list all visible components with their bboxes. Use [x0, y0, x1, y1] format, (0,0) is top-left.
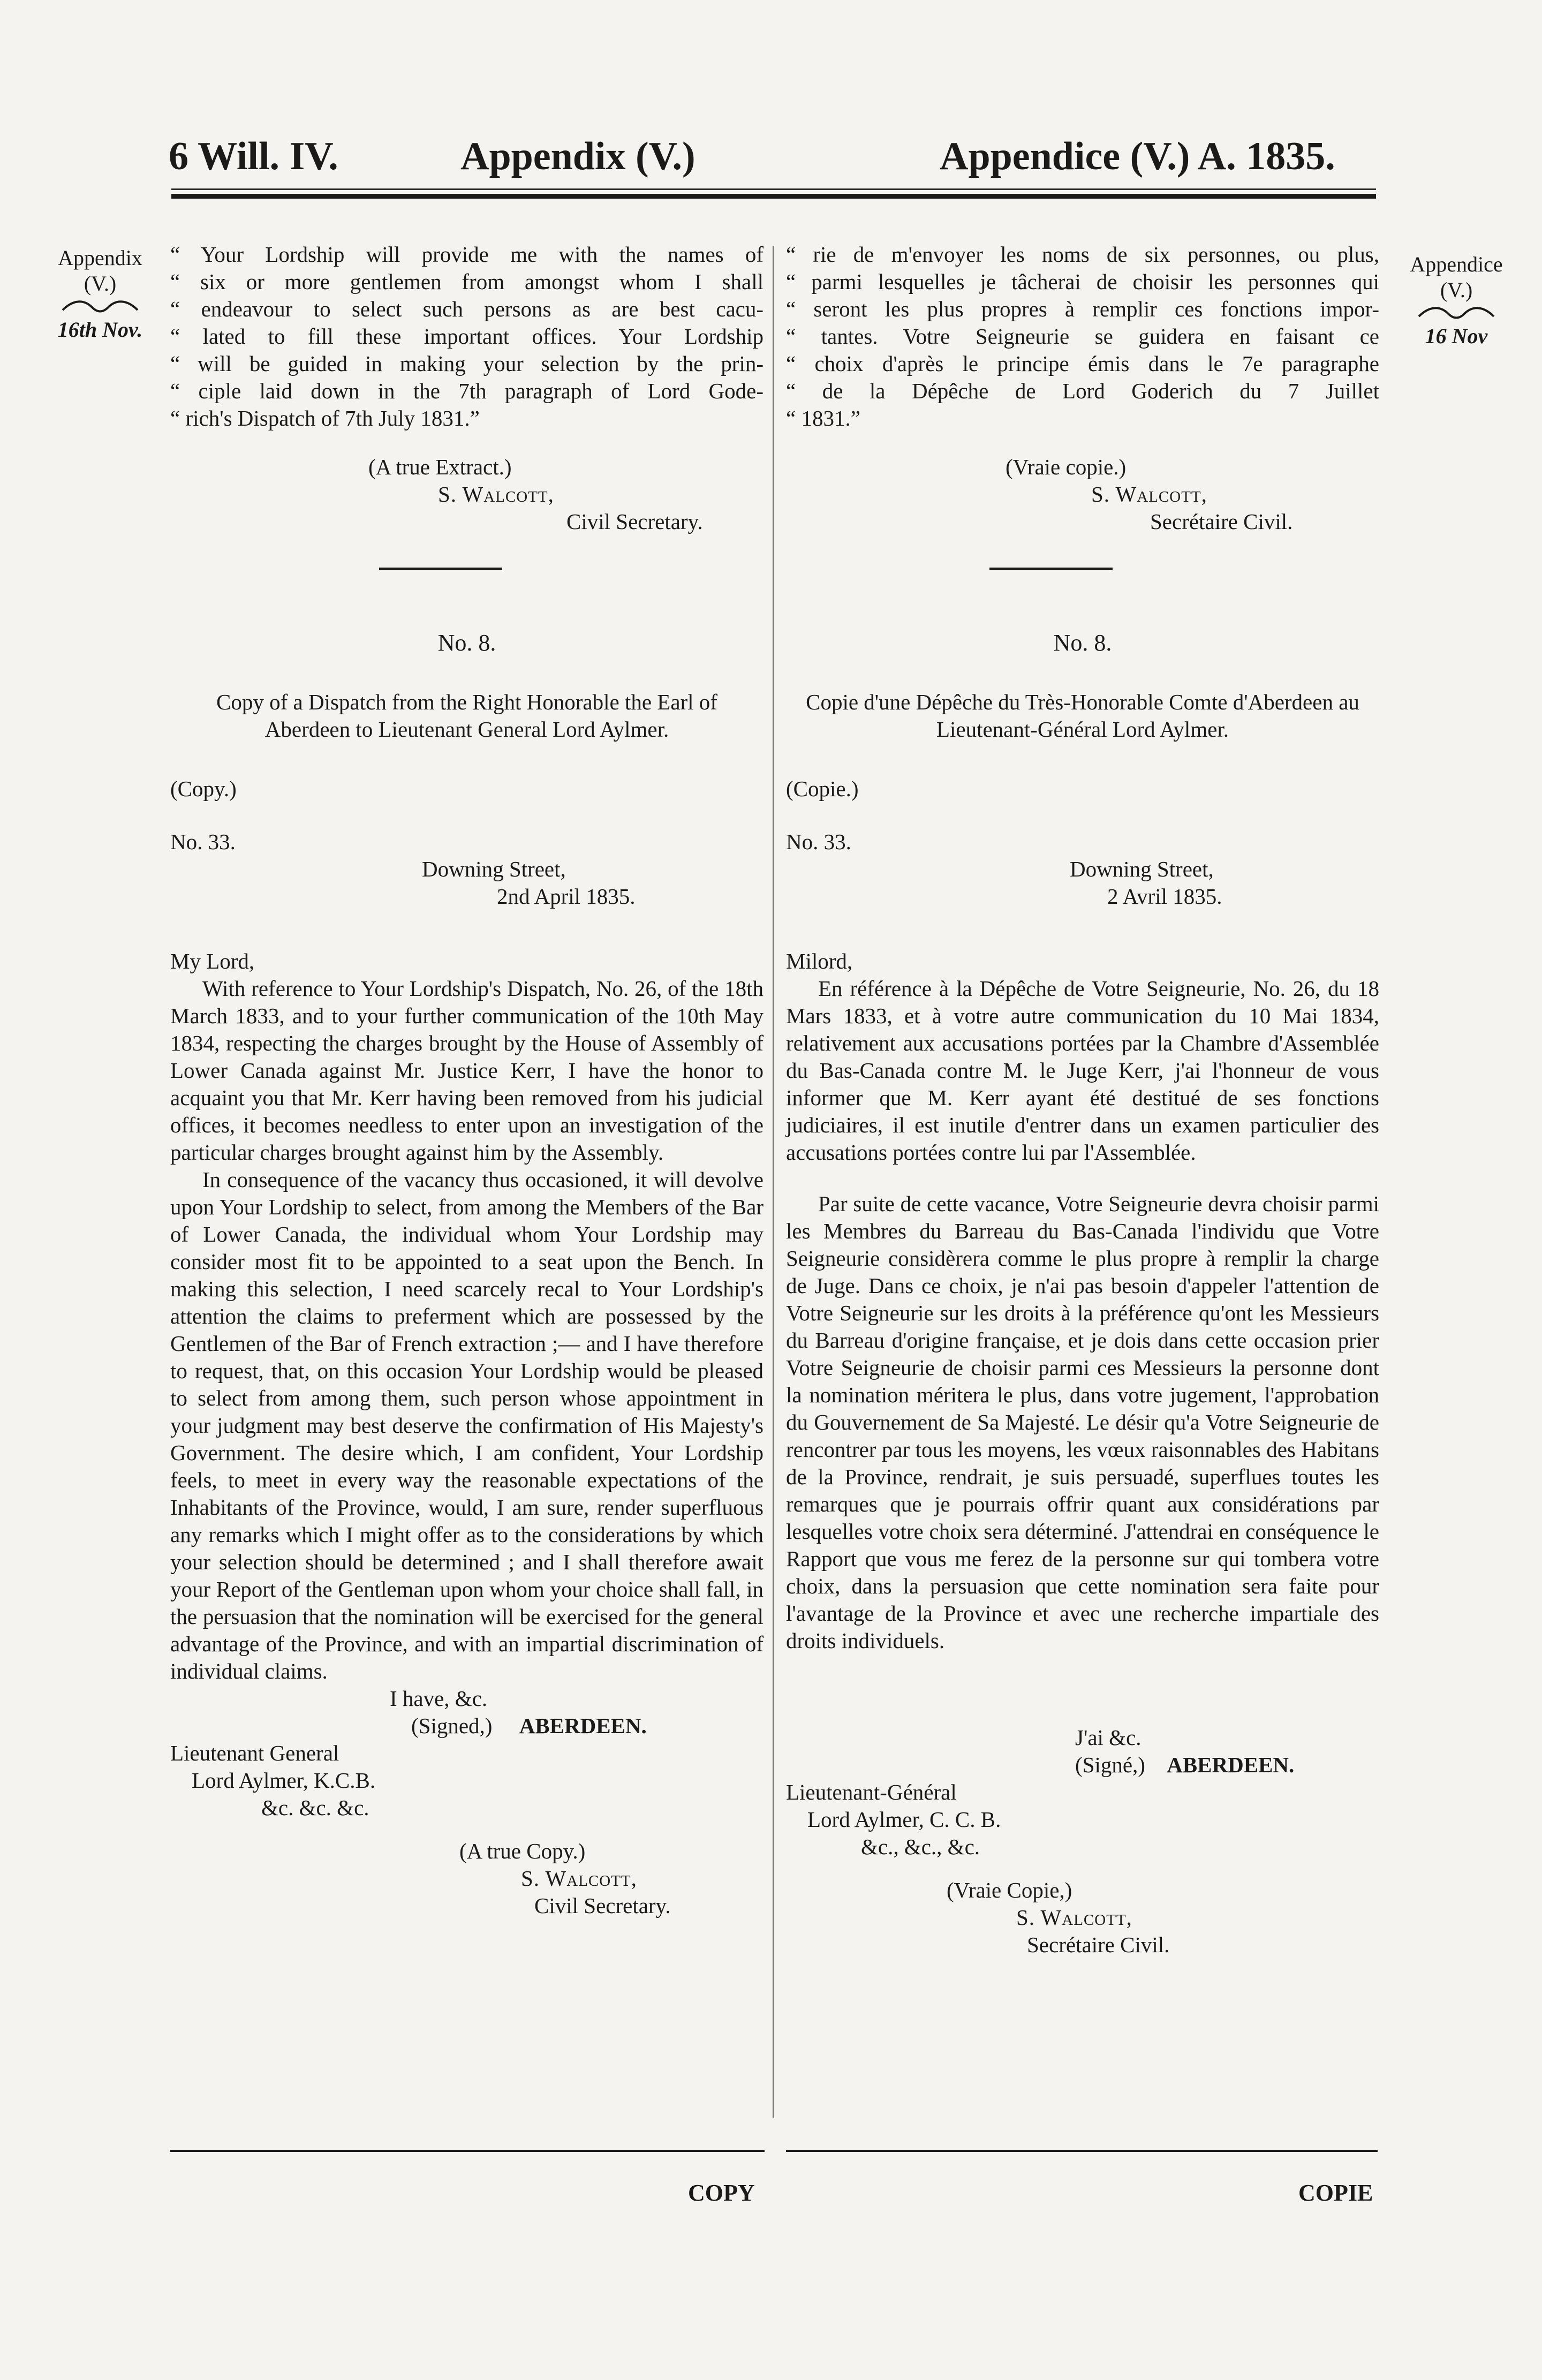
extract-label: (A true Extract.)	[368, 455, 512, 479]
header-appendix-fr: Appendice (V.) A. 1835.	[940, 134, 1335, 178]
margin-note-sub: (V.)	[1440, 278, 1473, 302]
english-column	[170, 241, 764, 1920]
copy-label: (Copie.)	[786, 776, 859, 801]
extract-label: (Vraie copie.)	[1006, 455, 1127, 479]
column-divider	[773, 246, 774, 2118]
recipient-line: Lord Aylmer, K.C.B.	[192, 1768, 376, 1793]
recipient-block	[170, 1740, 764, 1822]
signer-title: Civil Secretary.	[566, 509, 703, 534]
signer-name: S. Walcott,	[438, 482, 554, 507]
quote-line: “ Your Lordship will provide me with the names of	[170, 242, 764, 267]
dispatch-date: 2nd April 1835.	[497, 884, 636, 909]
margin-note-date: 16th Nov.	[57, 318, 143, 342]
signer-name: S. Walcott,	[1016, 1905, 1132, 1930]
signer-name: S. Walcott,	[521, 1866, 637, 1891]
quote-line: “ seront les plus propres à remplir ces fonctions impor-	[786, 297, 1379, 321]
recipient-line: Lord Aylmer, C. C. B.	[807, 1807, 1001, 1832]
signature: ABERDEEN.	[1167, 1752, 1295, 1777]
quote-line: “ rich's Dispatch of 7th July 1831.”	[170, 406, 480, 430]
signer-title: Civil Secretary.	[534, 1893, 671, 1918]
squiggle-icon	[1400, 303, 1513, 323]
quote-line: “ rie de m'envoyer les noms de six personnes, ou plus,	[786, 242, 1379, 267]
salutation: My Lord,	[170, 949, 255, 973]
header-rule-thick	[171, 194, 1376, 199]
extract-attestation	[786, 454, 1379, 535]
catchword-en: COPY	[688, 2180, 755, 2206]
recipient-block	[786, 1779, 1379, 1861]
squiggle-icon	[44, 297, 156, 317]
copy-attestation	[786, 1877, 1379, 1959]
quote-line: “ parmi lesquelles je tâcherai de choisir les personnes qui	[786, 269, 1379, 294]
margin-note-date: 16 Nov	[1425, 324, 1488, 348]
body-paragraph: Par suite de cette vacance, Votre Seigneurie devra choisir parmi les Membres du Barreau du Bas-Canada l'individu que Votre Seigneurie considèrera comme le plus propre à remplir la charge de Juge. Dans ce choix, je n'ai pas besoin d'appeler l'attention de Votre Seigneurie sur les droits à la préférence qu'ont les Messieurs du Barreau d'origine française, et je dois dans cette occasion prier Votre Seigneurie de choisir parmi ces Messieurs la personne dont la nomination méritera le plus, dans votre jugement, l'approbation du Gouvernement de Sa Majesté. Le désir qu'a Votre Seigneurie de rencontrer par tous les moyens, les vœux raisonnables des Habitans de la Province, rendrait, je suis persuadé, superflues toutes les remarques que je pourrais offrir quant aux considérations par lesquelles votre choix sera déterminé. J'attendrai en conséquence le Rapport que vous me ferez de la personne sur qui tombera votre choix, dans la persuasion que cette nomination sera faite pour l'avantage de la Province et avec une recherche impartiale des droits individuels.	[786, 1191, 1379, 1653]
quote-line: “ ciple laid down in the 7th paragraph of Lord Gode-	[170, 379, 764, 403]
bottom-rule-right	[786, 2150, 1378, 2152]
margin-note-left	[44, 245, 156, 343]
header-appendix-en: Appendix (V.)	[460, 134, 696, 178]
dispatch-address: Downing Street,	[1070, 857, 1214, 881]
signed-label: (Signed,)	[411, 1713, 493, 1738]
header-rule-thin	[171, 188, 1376, 190]
copy-true-label: (Vraie Copie,)	[947, 1878, 1072, 1902]
recipient-line: Lieutenant-Général	[786, 1780, 957, 1804]
recipient-line: Lieutenant General	[170, 1741, 339, 1765]
closing: J'ai &c.	[1075, 1725, 1142, 1750]
signer-title: Secrétaire Civil.	[1150, 509, 1293, 534]
quote-line: “ de la Dépêche de Lord Goderich du 7 Juillet	[786, 379, 1379, 403]
dispatch-address: Downing Street,	[422, 857, 566, 881]
quote-line: “ six or more gentlemen from amongst whom I shall	[170, 269, 764, 294]
extract-attestation	[170, 454, 764, 535]
quote-line: “ lated to fill these important offices. Your Lordship	[170, 324, 764, 349]
catchword-fr: COPIE	[1298, 2180, 1373, 2206]
signature: ABERDEEN.	[519, 1713, 647, 1738]
dispatch-title: Copie d'une Dépêche du Très-Honorable Comte d'Aberdeen au Lieutenant-Général Lord Aylmer.	[806, 690, 1359, 742]
margin-note-right	[1400, 252, 1513, 349]
body-paragraph: With reference to Your Lordship's Dispatch, No. 26, of the 18th March 1833, and to your further communication of the 10th May 1834, respecting the charges brought by the House of Assembly of Lower Canada against Mr. Justice Kerr, I have the honor to acquaint you that Mr. Kerr having been removed from his judicial offices, it becomes needless to enter upon an investigation of the particular charges brought against him by the Assembly.	[170, 976, 764, 1165]
dispatch-title: Copy of a Dispatch from the Right Honorable the Earl of Aberdeen to Lieutenant General Lord Aylmer.	[216, 690, 717, 742]
recipient-line: &c., &c., &c.	[861, 1834, 980, 1859]
signer-title: Secrétaire Civil.	[1027, 1932, 1170, 1957]
closing: I have, &c.	[390, 1686, 488, 1711]
header-regnal-year: 6 Will. IV.	[169, 134, 338, 178]
signer-name: S. Walcott,	[1091, 482, 1207, 507]
dispatch-number: No. 8.	[1053, 630, 1112, 656]
signature-line	[170, 1712, 764, 1740]
quote-line: “ choix d'après le principe émis dans le 7e paragraphe	[786, 351, 1379, 376]
dispatch-no: No. 33.	[170, 829, 236, 854]
quote-line: “ 1831.”	[786, 406, 860, 430]
dispatch-number: No. 8.	[437, 630, 496, 656]
quote-block	[786, 241, 1379, 432]
dispatch-no: No. 33.	[786, 829, 851, 854]
french-column	[786, 241, 1379, 1959]
quote-line: “ endeavour to select such persons as are best cacu-	[170, 297, 764, 321]
copy-label: (Copy.)	[170, 776, 237, 801]
margin-note-sub: (V.)	[84, 271, 117, 296]
body-paragraph: In consequence of the vacancy thus occasioned, it will devolve upon Your Lordship to select, from among the Members of the Bar of Lower Canada, the individual whom Your Lordship may consider most fit to be appointed to a seat upon the Bench. In making this selection, I need scarcely recal to Your Lordship's attention the claims to preferment which are possessed by the Gentlemen of the Bar of French extraction ;— and I have therefore to request, that, on this occasion Your Lordship would be pleased to select from among them, such person whose appointment in your judgment may best deserve the confirmation of His Majesty's Government. The desire which, I am confident, Your Lordship feels, to meet in every way the reasonable expectations of the Inhabitants of the Province, would, I am sure, render superfluous any remarks which I might offer as to the considerations by which your selection should be determined ; and I shall therefore await your Report of the Gentleman upon whom your choice shall fall, in the persuasion that the nomination will be exercised for the general advantage of the Province, and with an impartial discrimination of individual claims.	[170, 1167, 764, 1683]
salutation: Milord,	[786, 949, 853, 973]
dispatch-date: 2 Avril 1835.	[1107, 884, 1222, 909]
signature-line	[786, 1751, 1379, 1779]
quote-line: “ tantes. Votre Seigneurie se guidera en faisant ce	[786, 324, 1379, 349]
signed-label: (Signé,)	[1075, 1752, 1145, 1777]
bottom-rule-left	[170, 2150, 765, 2152]
body-paragraph: En référence à la Dépêche de Votre Seigneurie, No. 26, du 18 Mars 1833, et à votre autre communication du 10 Mai 1834, relativement aux accusations portées par la Chambre d'Assemblée du Bas-Canada contre M. le Juge Kerr, j'ai l'honneur de vous informer que M. Kerr ayant été destitué de ses fonctions judiciaires, il est inutile d'entrer dans un examen particulier des accusations portées contre lui par l'Assemblée.	[786, 976, 1379, 1165]
quote-block	[170, 241, 764, 432]
quote-line: “ will be guided in making your selection by the prin-	[170, 351, 764, 376]
margin-note-title: Appendix	[58, 246, 142, 270]
recipient-line: &c. &c. &c.	[261, 1795, 369, 1820]
copy-attestation	[170, 1838, 764, 1920]
copy-true-label: (A true Copy.)	[459, 1839, 586, 1863]
margin-note-title: Appendice	[1410, 252, 1503, 276]
